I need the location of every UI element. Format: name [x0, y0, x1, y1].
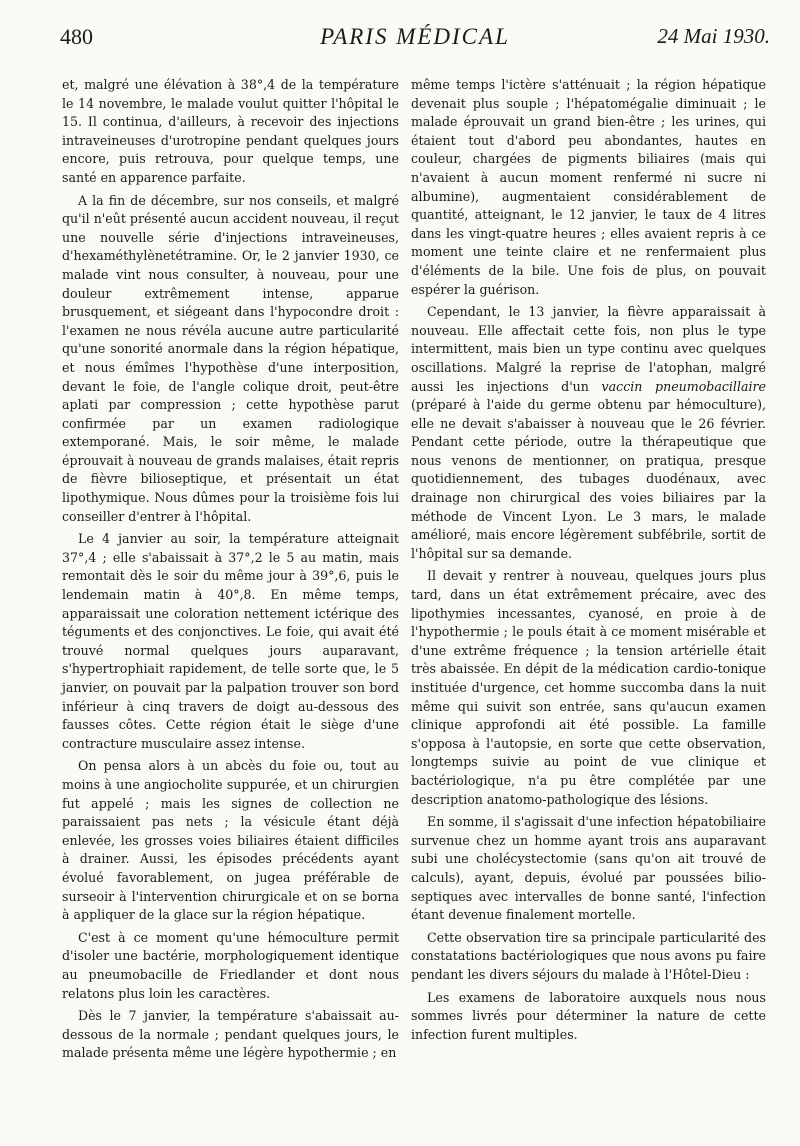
paragraph: A la fin de décembre, sur nos conseils, et malgré qu'il n'eût présenté aucun accident nouveau, il reçut une nouvelle série d'injections intraveineuses, d'hexaméthylènetétramine. Or, le 2 janvier 1930, ce malade vint nous consulter, à nouveau, pour une douleur extrêmement intense, apparue brusquement, et siégeant dans l'hypocondre droit : l'examen ne nous révéla aucune autre particularité qu'une sonorité anormale dans la région hépatique, et nous émîmes l'hypothèse d'une interposition, devant le foie, de l'angle colique droit, peut-être aplati par compression ; cette hypothèse parut confirmée par un examen radiologique extemporané. Mais, le soir même, le malade éprouvait à nouveau de grands malaises, était repris de fièvre bilioseptique, et présentait un état lipothymique. Nous dûmes pour la troisième fois lui conseiller d'entrer à l'hôpital.	[62, 192, 399, 524]
left-column	[62, 76, 399, 1063]
paragraph: et, malgré une élévation à 38°,4 de la température le 14 novembre, le malade voulut quitter l'hôpital le 15. Il continua, d'ailleurs, à recevoir des injections intraveineuses d'urotropine pendant quelques jours encore, puis retrouva, pour quelque temps, une santé en apparence parfaite.	[62, 77, 399, 185]
paragraph: C'est à ce moment qu'une hémoculture permit d'isoler une bactérie, morphologiquement identique au pneumobacille de Friedlander et dont nous relatons plus loin les caractères.	[62, 929, 399, 1001]
italic-term: vaccin pneumobacillaire	[601, 378, 766, 394]
issue-date: 24 Mai 1930.	[657, 24, 770, 48]
paragraph: En somme, il s'agissait d'une infection hépatobiliaire survenue chez un homme ayant trois ans auparavant subi une cholécystectomie (sans qu'on ait trouvé de calculs), ayant, depuis, évolué par poussées bilio-septiques avec intervalles de bonne santé, l'infection étant devenue finalement mortelle.	[411, 814, 766, 923]
paragraph: On pensa alors à un abcès du foie ou, tout au moins à une angiocholite suppurée, et un chirurgien fut appelé ; mais les signes de collection ne paraissaient pas nets ; la vésicule étant déjà enlevée, les grosses voies biliaires étaient difficiles à drainer. Aussi, les épisodes précédents ayant évolué favorablement, on jugea préférable de surseoir à l'intervention chirurgicale et on se borna à appliquer de la glace sur la région hépatique.	[62, 758, 399, 923]
page-number: 480	[60, 24, 93, 49]
text-run: (préparé à l'aide du germe obtenu par hémoculture), elle ne devait s'abaisser à nouveau que le 26 février. Pendant cette période, outre la thérapeutique que nous venons de mentionner, on pratiqua, presque quotidiennement, des tubages duodénaux, avec drainage non chirurgical des voies biliaires par la méthode de Vincent Lyon. Le 3 mars, le malade amélioré, mais encore légèrement subfébrile, sortit de l'hôpital sur sa demande.	[411, 397, 766, 561]
paragraph: Il devait y rentrer à nouveau, quelques jours plus tard, dans un état extrêmement précaire, avec des lipothymies incessantes, cyanosé, en proie à de l'hypothermie ; le pouls était à ce moment misérable et d'une extrême fréquence ; la tension artérielle était très abaissée. En dépit de la médication cardio-tonique instituée d'urgence, cet homme succomba dans la nuit même qui suivit son entrée, sans qu'aucun examen clinique approfondi ait été possible. La famille s'opposa à l'autopsie, en sorte que cette observation, longtemps suivie au point de vue clinique et bactériologique, n'a pu être complétée par une description anatomo-pathologique des lésions.	[411, 568, 766, 807]
paragraph	[411, 303, 766, 563]
paragraph: Le 4 janvier au soir, la température atteignait 37°,4 ; elle s'abaissait à 37°,2 le 5 au matin, mais remontait dès le soir du même jour à 39°,6, puis le lendemain matin à 40°,8. En même temps, apparaissait une coloration nettement ictérique des téguments et des conjonctives. Le foie, qui avait été trouvé normal quelques jours auparavant, s'hypertrophiait rapidement, de telle sorte que, le 5 janvier, on pouvait par la palpation trouver son bord inférieur à cinq travers de doigt au-dessous des fausses côtes. Cette région était le siège d'une contracture musculaire assez intense.	[62, 531, 399, 751]
right-column	[411, 76, 766, 1044]
paragraph: Dès le 7 janvier, la température s'abaissait au-dessous de la normale ; pendant quelques jours, le malade présenta même une légère hypothermie ; en	[62, 1008, 399, 1061]
text-run: Cependant, le 13 janvier, la fièvre apparaissait à nouveau. Elle affectait cette fois, non plus le type intermittent, mais bien un type continu avec quelques oscillations. Malgré la reprise de l'atophan, malgré aussi les injections d'un	[411, 304, 766, 394]
page-header	[60, 24, 770, 54]
journal-title: PARIS MÉDICAL	[320, 24, 510, 49]
paragraph: Cette observation tire sa principale particularité des constatations bactériologiques que nous avons pu faire pendant les divers séjours du malade à l'Hôtel-Dieu :	[411, 929, 766, 982]
paragraph: même temps l'ictère s'atténuait ; la région hépatique devenait plus souple ; l'hépatomégalie diminuait ; le malade éprouvait un grand bien-être ; les urines, qui étaient tout d'abord peu abondantes, hautes en couleur, chargées de pigments biliaires (mais qui n'avaient à aucun moment renfermé ni sucre ni albumine), augmentaient considérablement de quantité, atteignant, le 12 janvier, le taux de 4 litres dans les vingt-quatre heures ; elles avaient repris à ce moment une teinte claire et ne renfermaient plus d'éléments de la bile. Une fois de plus, on pouvait espérer la guérison.	[411, 77, 766, 297]
paragraph: Les examens de laboratoire auxquels nous nous sommes livrés pour déterminer la nature de cette infection furent multiples.	[411, 989, 766, 1042]
